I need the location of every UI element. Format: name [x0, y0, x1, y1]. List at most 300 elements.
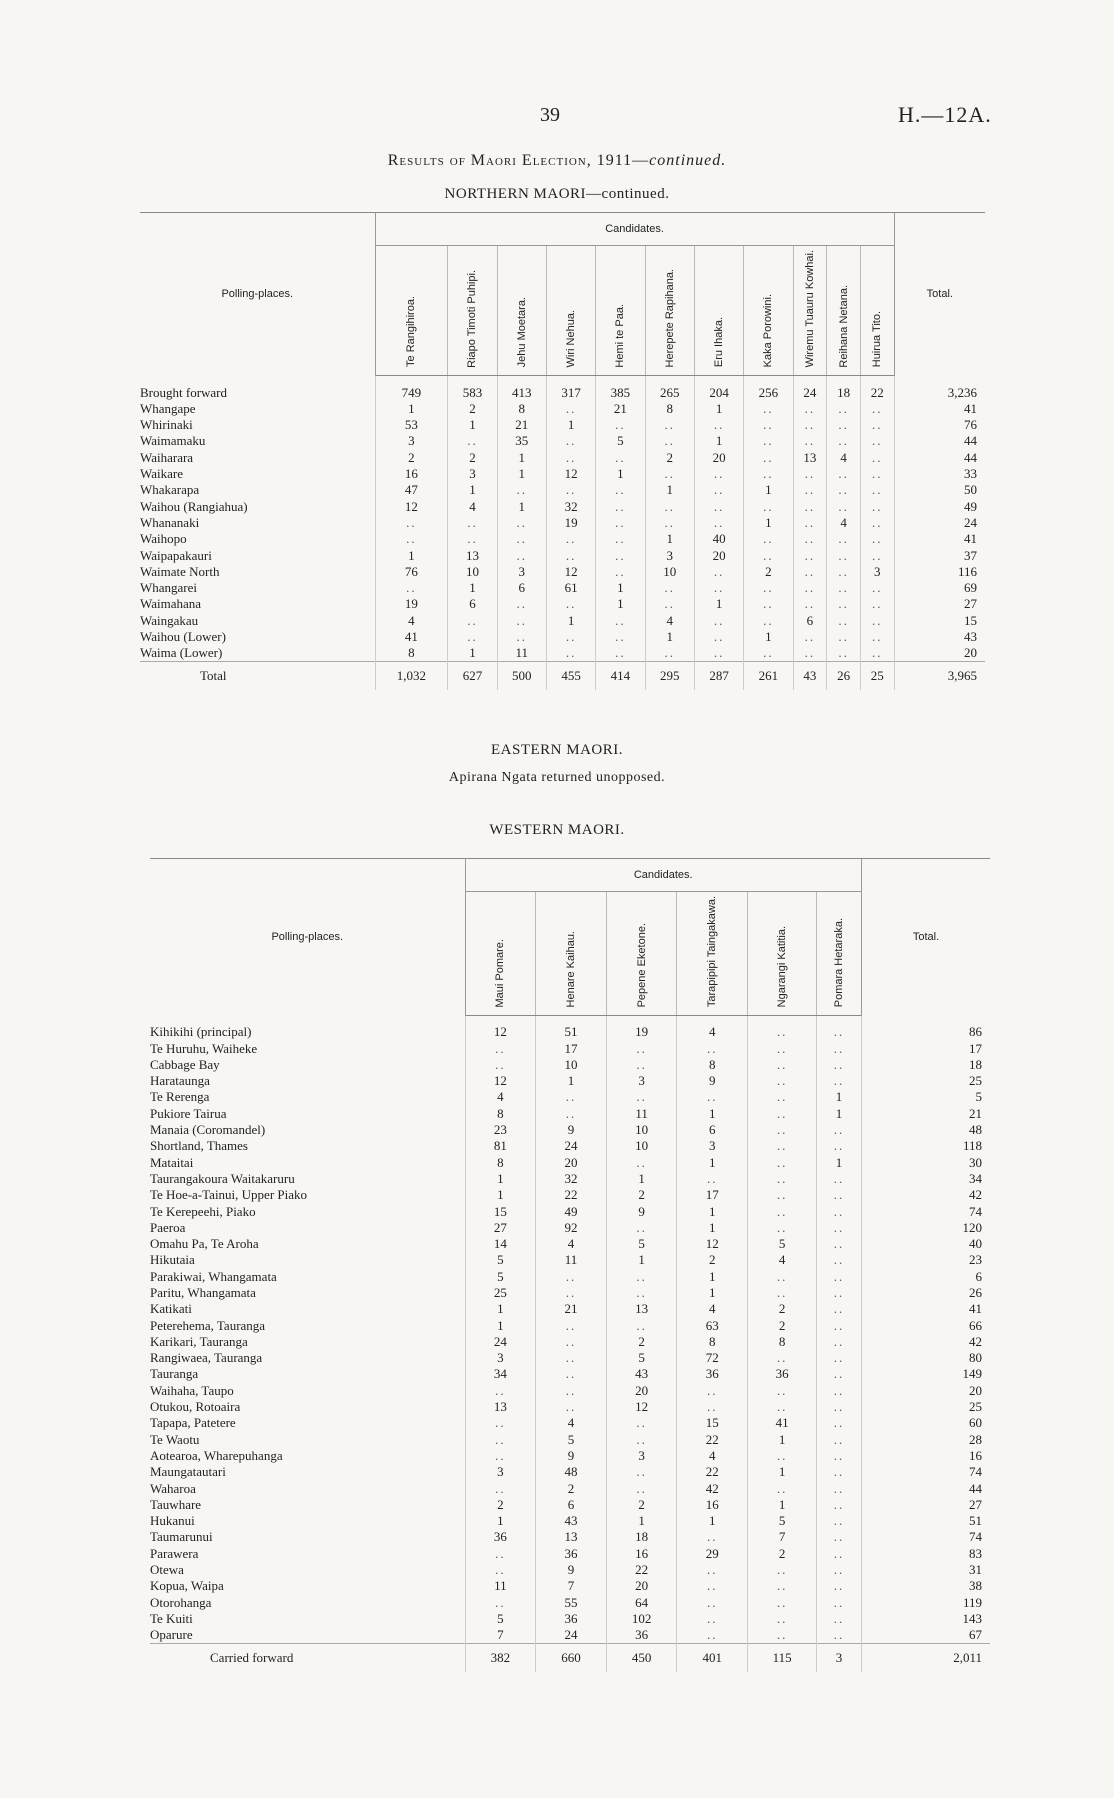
western-results-table [150, 858, 990, 1672]
western-vote-cell: .. [748, 1611, 817, 1627]
western-table-row [150, 1089, 990, 1105]
western-vote-cell: .. [748, 1089, 817, 1105]
northern-vote-cell: 2 [375, 450, 448, 466]
northern-table-row [140, 384, 985, 400]
western-vote-cell: .. [606, 1040, 677, 1056]
northern-vote-cell: .. [860, 466, 894, 482]
western-table-row [150, 1138, 990, 1154]
western-polling-place: Otorohanga [150, 1594, 212, 1610]
western-vote-cell: 9 [677, 1073, 748, 1089]
western-vote-cell: .. [748, 1024, 817, 1040]
western-polling-place: Taurangakoura Waitakaruru [150, 1170, 295, 1186]
northern-total-cell: 26 [827, 662, 861, 691]
western-vote-cell: .. [748, 1106, 817, 1122]
northern-total-cell: 261 [744, 662, 793, 691]
western-vote-cell: .. [677, 1611, 748, 1627]
western-vote-cell: .. [748, 1073, 817, 1089]
northern-row-total: 33 [894, 466, 985, 482]
northern-vote-cell: .. [596, 613, 645, 629]
western-vote-cell: .. [817, 1464, 862, 1480]
western-row-total: 51 [861, 1513, 990, 1529]
northern-vote-cell: .. [546, 596, 595, 612]
western-vote-cell: 22 [677, 1464, 748, 1480]
western-total-cell: 115 [748, 1644, 817, 1673]
northern-vote-cell: .. [596, 564, 645, 580]
western-vote-cell: 3 [677, 1138, 748, 1154]
western-table-row [150, 1594, 990, 1610]
northern-spacer-cell [694, 376, 743, 385]
northern-vote-cell: 413 [497, 384, 546, 400]
northern-row-total: 76 [894, 417, 985, 433]
western-vote-cell: 5 [748, 1513, 817, 1529]
western-vote-cell: 27 [465, 1220, 536, 1236]
western-vote-cell: 22 [677, 1432, 748, 1448]
western-vote-cell: 12 [465, 1073, 536, 1089]
western-candidate-name: Pepene Eketone. [635, 922, 648, 1008]
western-vote-cell: .. [465, 1383, 536, 1399]
western-vote-cell: .. [817, 1448, 862, 1464]
northern-vote-cell: .. [744, 498, 793, 514]
northern-vote-cell: 35 [497, 433, 546, 449]
northern-vote-cell: 16 [375, 466, 448, 482]
western-polling-place: Oparure [150, 1627, 193, 1643]
western-polling-place: Omahu Pa, Te Aroha [150, 1236, 259, 1252]
northern-vote-cell: .. [793, 645, 827, 662]
northern-vote-cell: .. [546, 531, 595, 547]
northern-vote-cell: .. [744, 433, 793, 449]
western-vote-cell: 12 [606, 1399, 677, 1415]
northern-vote-cell: 32 [546, 498, 595, 514]
western-row-total: 25 [861, 1399, 990, 1415]
western-vote-cell: .. [606, 1480, 677, 1496]
western-vote-cell: .. [465, 1480, 536, 1496]
northern-vote-cell: .. [827, 482, 861, 498]
northern-vote-cell: .. [596, 645, 645, 662]
western-row-total: 86 [861, 1024, 990, 1040]
western-table-row [150, 1513, 990, 1529]
western-table-row [150, 1432, 990, 1448]
western-table-row [150, 1024, 990, 1040]
western-vote-cell: 10 [606, 1138, 677, 1154]
western-vote-cell: .. [817, 1350, 862, 1366]
northern-vote-cell: .. [744, 547, 793, 563]
western-vote-cell: 36 [677, 1366, 748, 1382]
northern-vote-cell: 2 [744, 564, 793, 580]
western-vote-cell: 81 [465, 1138, 536, 1154]
western-polling-place: Kihikihi (principal) [150, 1024, 252, 1040]
western-vote-cell: 16 [606, 1546, 677, 1562]
northern-total-label: Total. [894, 213, 985, 376]
northern-vote-cell: 1 [596, 466, 645, 482]
western-vote-cell: 8 [748, 1334, 817, 1350]
western-vote-cell: .. [536, 1334, 607, 1350]
northern-vote-cell: .. [596, 515, 645, 531]
northern-row-total: 41 [894, 531, 985, 547]
western-vote-cell: .. [748, 1480, 817, 1496]
northern-grand-total: 3,965 [894, 662, 985, 691]
western-vote-cell: 41 [748, 1415, 817, 1431]
western-vote-cell: .. [817, 1236, 862, 1252]
northern-vote-cell: .. [694, 498, 743, 514]
northern-vote-cell: .. [448, 629, 497, 645]
northern-vote-cell: 1 [448, 645, 497, 662]
western-spacer-cell [606, 1016, 677, 1025]
western-vote-cell: 24 [465, 1334, 536, 1350]
western-row-total: 44 [861, 1480, 990, 1496]
northern-vote-cell: 40 [694, 531, 743, 547]
western-vote-cell: .. [465, 1546, 536, 1562]
northern-vote-cell: 4 [827, 515, 861, 531]
northern-total-cell: 455 [546, 662, 595, 691]
western-vote-cell: 36 [536, 1611, 607, 1627]
northern-vote-cell: .. [596, 417, 645, 433]
western-spacer [150, 1016, 990, 1025]
western-table-row [150, 1562, 990, 1578]
northern-vote-cell: 4 [827, 450, 861, 466]
western-total-row [150, 1644, 990, 1673]
northern-vote-cell: 2 [645, 450, 694, 466]
western-row-total: 21 [861, 1106, 990, 1122]
northern-spacer-cell [497, 376, 546, 385]
western-vote-cell: 64 [606, 1594, 677, 1610]
western-table-row [150, 1350, 990, 1366]
western-vote-cell: .. [817, 1594, 862, 1610]
northern-vote-cell: 6 [448, 596, 497, 612]
western-vote-cell: 5 [606, 1350, 677, 1366]
northern-vote-cell: .. [793, 433, 827, 449]
western-vote-cell: 8 [677, 1334, 748, 1350]
western-table-row [150, 1203, 990, 1219]
western-row-total: 5 [861, 1089, 990, 1105]
western-vote-cell: 15 [465, 1203, 536, 1219]
northern-vote-cell: 1 [694, 596, 743, 612]
northern-vote-cell: 8 [375, 645, 448, 662]
northern-vote-cell: .. [645, 580, 694, 596]
northern-vote-cell: .. [793, 417, 827, 433]
northern-vote-cell: .. [596, 450, 645, 466]
northern-total-cell: 500 [497, 662, 546, 691]
western-polling-place: Waihaha, Taupo [150, 1382, 234, 1398]
western-vote-cell: 8 [465, 1106, 536, 1122]
western-table-row [150, 1252, 990, 1268]
northern-spacer-cell [596, 376, 645, 385]
western-vote-cell: 8 [677, 1057, 748, 1073]
northern-table-row [140, 547, 985, 563]
northern-vote-cell: 1 [744, 629, 793, 645]
northern-vote-cell: .. [546, 629, 595, 645]
western-vote-cell: 5 [606, 1236, 677, 1252]
western-vote-cell: 21 [536, 1301, 607, 1317]
western-vote-cell: 20 [536, 1154, 607, 1170]
northern-table-row [140, 450, 985, 466]
western-row-total: 60 [861, 1415, 990, 1431]
western-table-row [150, 1334, 990, 1350]
northern-vote-cell: 3 [448, 466, 497, 482]
northern-polling-place: Whananaki [140, 514, 200, 530]
western-vote-cell: .. [817, 1024, 862, 1040]
western-vote-cell: 9 [536, 1448, 607, 1464]
western-vote-cell: .. [677, 1578, 748, 1594]
western-vote-cell: .. [465, 1562, 536, 1578]
western-vote-cell: 14 [465, 1236, 536, 1252]
northern-vote-cell: 13 [793, 450, 827, 466]
western-vote-cell: .. [606, 1269, 677, 1285]
western-polling-place: Mataitai [150, 1154, 194, 1170]
northern-vote-cell: .. [497, 515, 546, 531]
western-vote-cell: .. [536, 1383, 607, 1399]
western-vote-cell: .. [817, 1220, 862, 1236]
western-row-total: 119 [861, 1594, 990, 1610]
western-vote-cell: 5 [536, 1432, 607, 1448]
western-vote-cell: .. [677, 1529, 748, 1545]
western-vote-cell: 17 [677, 1187, 748, 1203]
western-vote-cell: .. [465, 1432, 536, 1448]
western-row-total: 40 [861, 1236, 990, 1252]
northern-vote-cell: 47 [375, 482, 448, 498]
northern-vote-cell: 1 [744, 482, 793, 498]
northern-vote-cell: .. [860, 629, 894, 645]
northern-vote-cell: 41 [375, 629, 448, 645]
western-vote-cell: 24 [536, 1138, 607, 1154]
western-polling-place: Karikari, Tauranga [150, 1333, 248, 1349]
western-table-row [150, 1057, 990, 1073]
northern-vote-cell: 5 [596, 433, 645, 449]
northern-vote-cell: 10 [448, 564, 497, 580]
western-candidate-header [536, 892, 607, 1016]
western-polling-place: Maungatautari [150, 1464, 226, 1480]
northern-candidate-header [860, 246, 894, 376]
western-polling-place: Waharoa [150, 1480, 196, 1496]
northern-row-total: 27 [894, 596, 985, 612]
western-vote-cell: 20 [606, 1383, 677, 1399]
northern-vote-cell: 12 [546, 564, 595, 580]
northern-vote-cell: 1 [497, 498, 546, 514]
western-vote-cell: .. [817, 1415, 862, 1431]
northern-total-cell: 1,032 [375, 662, 448, 691]
western-candidate-header [748, 892, 817, 1016]
western-vote-cell: .. [817, 1611, 862, 1627]
northern-vote-cell: .. [744, 613, 793, 629]
northern-total-cell: 43 [793, 662, 827, 691]
northern-table-row [140, 417, 985, 433]
western-vote-cell: 1 [677, 1203, 748, 1219]
western-polling-place: Manaia (Coromandel) [150, 1122, 266, 1138]
northern-vote-cell: 24 [793, 384, 827, 400]
western-vote-cell: .. [817, 1317, 862, 1333]
western-polling-place: Te Hoe-a-Tainui, Upper Piako [150, 1187, 308, 1203]
western-vote-cell: 4 [748, 1252, 817, 1268]
western-vote-cell: 1 [748, 1497, 817, 1513]
northern-vote-cell: .. [793, 498, 827, 514]
northern-candidate-name: Reihana Netana. [837, 284, 850, 368]
northern-vote-cell: .. [827, 433, 861, 449]
western-table-row [150, 1236, 990, 1252]
western-spacer-cell [677, 1016, 748, 1025]
western-row-total: 18 [861, 1057, 990, 1073]
northern-vote-cell: .. [694, 580, 743, 596]
western-row-total: 42 [861, 1334, 990, 1350]
northern-vote-cell: 204 [694, 384, 743, 400]
northern-vote-cell: .. [645, 417, 694, 433]
western-vote-cell: .. [606, 1432, 677, 1448]
western-polling-place: Harataunga [150, 1073, 210, 1089]
northern-spacer-cell [448, 376, 497, 385]
western-vote-cell: 2 [606, 1187, 677, 1203]
western-vote-cell: .. [465, 1040, 536, 1056]
western-polling-place: Otewa [150, 1562, 184, 1578]
western-row-total: 74 [861, 1529, 990, 1545]
western-vote-cell: .. [817, 1203, 862, 1219]
western-vote-cell: .. [536, 1269, 607, 1285]
western-vote-cell: 1 [465, 1187, 536, 1203]
western-polling-place: Aotearoa, Wharepuhanga [150, 1447, 283, 1463]
western-vote-cell: .. [748, 1138, 817, 1154]
northern-vote-cell: .. [793, 629, 827, 645]
northern-vote-cell: 1 [546, 613, 595, 629]
northern-vote-cell: .. [448, 613, 497, 629]
western-vote-cell: 25 [465, 1285, 536, 1301]
northern-vote-cell: .. [827, 498, 861, 514]
northern-vote-cell: .. [827, 417, 861, 433]
western-candidates-label: Candidates. [465, 859, 861, 892]
western-polling-place: Peterehema, Tauranga [150, 1317, 266, 1333]
northern-polling-place: Whakarapa [140, 482, 200, 498]
western-vote-cell: 13 [606, 1301, 677, 1317]
western-total-cell: 3 [817, 1644, 862, 1673]
western-vote-cell: .. [817, 1366, 862, 1382]
western-table-row [150, 1220, 990, 1236]
northern-candidate-name: Wiri Nehua. [565, 309, 578, 368]
western-polling-place: Taumarunui [150, 1529, 213, 1545]
western-vote-cell: .. [817, 1073, 862, 1089]
northern-vote-cell: .. [793, 482, 827, 498]
western-vote-cell: .. [817, 1301, 862, 1317]
western-vote-cell: .. [748, 1040, 817, 1056]
western-vote-cell: .. [677, 1089, 748, 1105]
western-vote-cell: .. [748, 1350, 817, 1366]
northern-vote-cell: .. [375, 580, 448, 596]
western-vote-cell: 32 [536, 1171, 607, 1187]
western-vote-cell: 4 [677, 1448, 748, 1464]
western-candidate-name: Pomara Hetaraka. [833, 917, 846, 1008]
northern-vote-cell: .. [497, 531, 546, 547]
northern-vote-cell: .. [744, 580, 793, 596]
western-row-total: 16 [861, 1448, 990, 1464]
western-vote-cell: .. [817, 1187, 862, 1203]
western-vote-cell: .. [606, 1154, 677, 1170]
western-row-total: 74 [861, 1464, 990, 1480]
western-vote-cell: 5 [748, 1236, 817, 1252]
northern-vote-cell: .. [694, 613, 743, 629]
northern-row-total: 44 [894, 433, 985, 449]
northern-candidate-name: Te Rangihiroa. [405, 296, 418, 368]
western-vote-cell: 7 [536, 1578, 607, 1594]
northern-candidate-header [596, 246, 645, 376]
northern-candidate-header [645, 246, 694, 376]
northern-candidate-header [827, 246, 861, 376]
northern-vote-cell: .. [596, 482, 645, 498]
western-total-cell: 401 [677, 1644, 748, 1673]
western-vote-cell: .. [748, 1594, 817, 1610]
northern-vote-cell: .. [827, 564, 861, 580]
northern-vote-cell: 3 [497, 564, 546, 580]
northern-vote-cell: .. [744, 450, 793, 466]
western-vote-cell: .. [748, 1285, 817, 1301]
northern-vote-cell: .. [860, 482, 894, 498]
western-vote-cell: .. [748, 1399, 817, 1415]
northern-vote-cell: .. [827, 629, 861, 645]
northern-table-row [140, 498, 985, 514]
northern-vote-cell: 1 [596, 580, 645, 596]
western-vote-cell: 12 [677, 1236, 748, 1252]
northern-vote-cell: 20 [694, 547, 743, 563]
western-polling-place: Cabbage Bay [150, 1056, 220, 1072]
western-vote-cell: 3 [465, 1464, 536, 1480]
northern-total-label-cell: Total [140, 662, 375, 691]
western-vote-cell: .. [748, 1203, 817, 1219]
western-vote-cell: 102 [606, 1611, 677, 1627]
western-row-total: 67 [861, 1627, 990, 1644]
western-vote-cell: 7 [748, 1529, 817, 1545]
northern-vote-cell: 256 [744, 384, 793, 400]
western-vote-cell: 42 [677, 1480, 748, 1496]
western-spacer-cell [748, 1016, 817, 1025]
western-polling-place: Tauwhare [150, 1496, 202, 1512]
northern-vote-cell: 317 [546, 384, 595, 400]
northern-vote-cell: .. [448, 433, 497, 449]
northern-candidate-name: Jehu Moetara. [515, 297, 528, 368]
western-table-row [150, 1154, 990, 1170]
northern-vote-cell: .. [694, 629, 743, 645]
western-spacer-cell [817, 1016, 862, 1025]
northern-vote-cell: .. [744, 645, 793, 662]
northern-row-total: 50 [894, 482, 985, 498]
northern-polling-place: Waipapakauri [140, 547, 212, 563]
western-table-row [150, 1529, 990, 1545]
northern-polling-place: Waimamaku [140, 433, 206, 449]
western-vote-cell: .. [606, 1464, 677, 1480]
northern-vote-cell: .. [793, 564, 827, 580]
title-continued: continued. [649, 152, 727, 169]
northern-vote-cell: .. [744, 531, 793, 547]
northern-row-total: 41 [894, 401, 985, 417]
western-row-total: 20 [861, 1383, 990, 1399]
western-vote-cell: .. [536, 1399, 607, 1415]
western-table-row [150, 1122, 990, 1138]
western-vote-cell: 92 [536, 1220, 607, 1236]
western-row-total: 118 [861, 1138, 990, 1154]
western-row-total: 74 [861, 1203, 990, 1219]
western-vote-cell: .. [817, 1334, 862, 1350]
western-candidate-name: Henare Kaihau. [564, 930, 577, 1008]
western-vote-cell: 8 [465, 1154, 536, 1170]
western-table-row [150, 1627, 990, 1644]
western-polling-place: Katikati [150, 1301, 192, 1317]
northern-candidates-label: Candidates. [375, 213, 894, 246]
western-vote-cell: 72 [677, 1350, 748, 1366]
northern-vote-cell: 22 [860, 384, 894, 400]
northern-vote-cell: .. [497, 613, 546, 629]
northern-total-cell: 287 [694, 662, 743, 691]
northern-spacer-cell [744, 376, 793, 385]
western-polling-place: Te Huruhu, Waiheke [150, 1040, 258, 1056]
northern-vote-cell: .. [645, 596, 694, 612]
western-row-total: 38 [861, 1578, 990, 1594]
western-vote-cell: 23 [465, 1122, 536, 1138]
northern-vote-cell: 6 [497, 580, 546, 596]
northern-row-total: 37 [894, 547, 985, 563]
northern-vote-cell: 4 [448, 498, 497, 514]
